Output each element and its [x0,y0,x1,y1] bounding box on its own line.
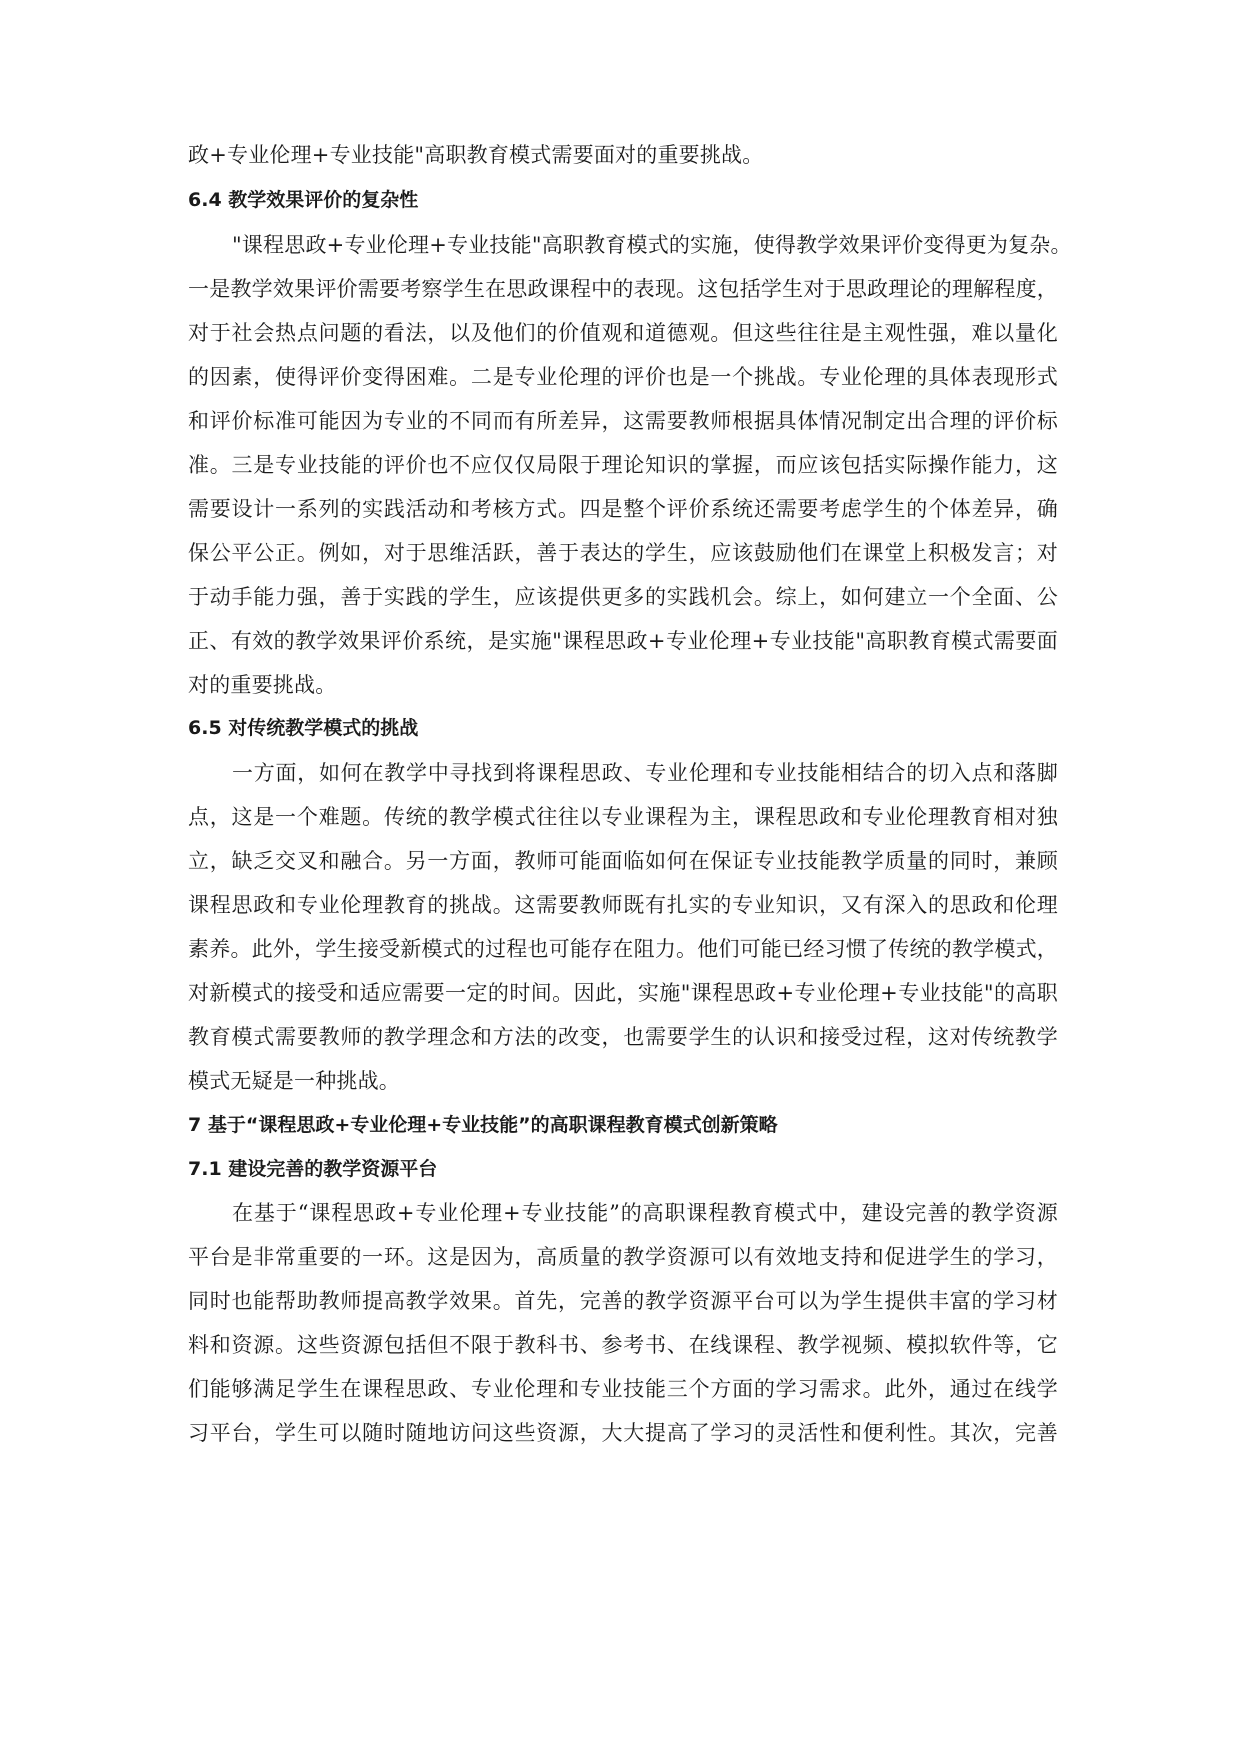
paragraph-line: 在基于“课程思政+专业伦理+专业技能”的高职课程教育模式中，建设完善的教学资源 [232,1201,1058,1225]
paragraph-line: 平台是非常重要的一环。这是因为，高质量的教学资源可以有效地支持和促进学生的学习， [188,1245,1058,1269]
paragraph-line: 于动手能力强，善于实践的学生，应该提供更多的实践机会。综上，如何建立一个全面、公 [188,585,1058,609]
chapter-heading-7: 7 基于“课程思政+专业伦理+专业技能”的高职课程教育模式创新策略 [188,1114,778,1136]
paragraph-line: "课程思政+专业伦理+专业技能"高职教育模式的实施，使得教学效果评价变得更为复杂。 [232,233,1072,257]
paragraph-line: 和评价标准可能因为专业的不同而有所差异，这需要教师根据具体情况制定出合理的评价标 [188,409,1058,433]
paragraph-line: 准。三是专业技能的评价也不应仅仅局限于理论知识的掌握，而应该包括实际操作能力，这 [188,453,1058,477]
paragraph-line: 需要设计一系列的实践活动和考核方式。四是整个评价系统还需要考虑学生的个体差异，确 [188,497,1058,521]
paragraph-line: 们能够满足学生在课程思政、专业伦理和专业技能三个方面的学习需求。此外，通过在线学 [188,1377,1058,1401]
paragraph-line: 教育模式需要教师的教学理念和方法的改变，也需要学生的认识和接受过程，这对传统教学 [188,1025,1058,1049]
paragraph-line: 对新模式的接受和适应需要一定的时间。因此，实施"课程思政+专业伦理+专业技能"的高职 [188,981,1058,1005]
paragraph-line: 素养。此外，学生接受新模式的过程也可能存在阻力。他们可能已经习惯了传统的教学模式， [188,937,1058,961]
paragraph-line: 一方面，如何在教学中寻找到将课程思政、专业伦理和专业技能相结合的切入点和落脚 [232,761,1058,785]
section-heading-6-4: 6.4 教学效果评价的复杂性 [188,189,419,211]
section-heading-7-1: 7.1 建设完善的教学资源平台 [188,1158,438,1180]
paragraph-line: 料和资源。这些资源包括但不限于教科书、参考书、在线课程、教学视频、模拟软件等，它 [188,1333,1058,1357]
paragraph-line: 立，缺乏交叉和融合。另一方面，教师可能面临如何在保证专业技能教学质量的同时，兼顾 [188,849,1058,873]
paragraph-line: 模式无疑是一种挑战。 [188,1069,400,1093]
paragraph-line: 点，这是一个难题。传统的教学模式往往以专业课程为主，课程思政和专业伦理教育相对独 [188,805,1058,829]
paragraph-line: 对的重要挑战。 [188,673,337,697]
paragraph-line: 对于社会热点问题的看法，以及他们的价值观和道德观。但这些往往是主观性强，难以量化 [188,321,1058,345]
section-heading-6-5: 6.5 对传统教学模式的挑战 [188,717,419,739]
paragraph-line: 课程思政和专业伦理教育的挑战。这需要教师既有扎实的专业知识，又有深入的思政和伦理 [188,893,1058,917]
paragraph-line: 正、有效的教学效果评价系统，是实施"课程思政+专业伦理+专业技能"高职教育模式需要面 [188,629,1058,653]
paragraph-line: 同时也能帮助教师提高教学效果。首先，完善的教学资源平台可以为学生提供丰富的学习材 [188,1289,1058,1313]
paragraph-line: 政+专业伦理+专业技能"高职教育模式需要面对的重要挑战。 [188,143,764,167]
paragraph-line: 保公平公正。例如，对于思维活跃，善于表达的学生，应该鼓励他们在课堂上积极发言；对 [188,541,1058,565]
paragraph-line: 一是教学效果评价需要考察学生在思政课程中的表现。这包括学生对于思政理论的理解程度， [188,277,1058,301]
paragraph-line: 习平台，学生可以随时随地访问这些资源，大大提高了学习的灵活性和便利性。其次，完善 [188,1421,1058,1445]
paragraph-line: 的因素，使得评价变得困难。二是专业伦理的评价也是一个挑战。专业伦理的具体表现形式 [188,365,1058,389]
